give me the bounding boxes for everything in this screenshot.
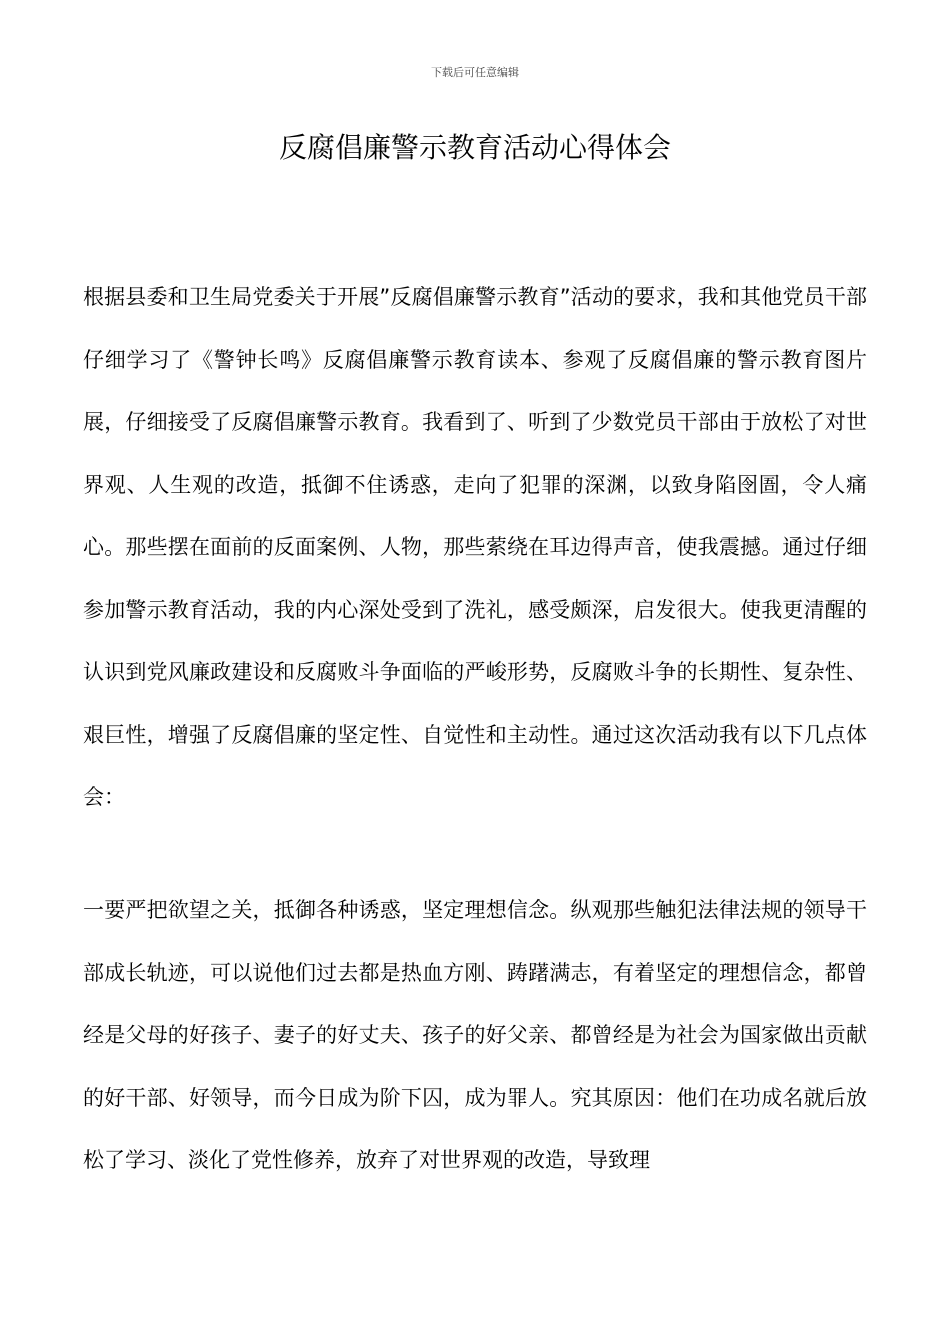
body-paragraph-2: 一要严把欲望之关，抵御各种诱惑，坚定理想信念。纵观那些触犯法律法规的领导干部成长轨迹，可以说他们过去都是热血方刚、踌躇满志，有着坚定的理想信念，都曾经是父母的好孩子、妻子的好丈夫、孩子的好父亲、都曾经是为社会为国家做出贡献的好干部、好领导，而今日成为阶下囚，成为罪人。究其原因：他们在功成名就后放松了学习、淡化了党性修养，放弃了对世界观的改造，导致理 xyxy=(83,898,867,1172)
document-title: 反腐倡廉警示教育活动心得体会 xyxy=(278,131,671,164)
body-paragraph-1: 根据县委和卫生局党委关于开展”反腐倡廉警示教育”活动的要求，我和其他党员干部仔细学习了《警钟长鸣》反腐倡廉警示教育读本、参观了反腐倡廉的警示教育图片展，仔细接受了反腐倡廉警示教育。我看到了、听到了少数党员干部由于放松了对世界观、人生观的改造，抵御不住诱惑，走向了犯罪的深渊，以致身陷囹圄，令人痛心。那些摆在面前的反面案例、人物，那些萦绕在耳边得声音，使我震撼。通过仔细参加警示教育活动，我的内心深处受到了洗礼，感受颇深，启发很大。使我更清醒的认识到党风廉政建设和反腐败斗争面临的严峻形势，反腐败斗争的长期性、复杂性、艰巨性，增强了反腐倡廉的坚定性、自觉性和主动性。通过这次活动我有以下几点体会： xyxy=(83,285,867,809)
header-note: 下载后可任意编辑 xyxy=(431,66,519,79)
